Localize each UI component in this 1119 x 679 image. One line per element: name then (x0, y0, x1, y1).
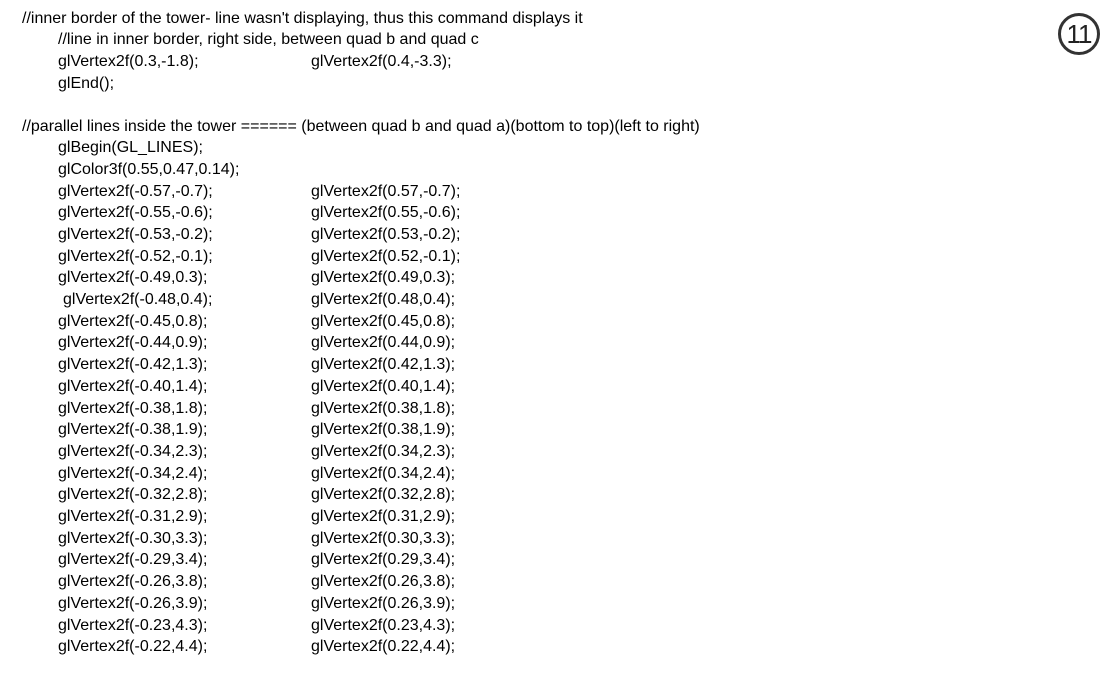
vertex-right: glVertex2f(0.32,2.8); (311, 486, 456, 503)
vertex-right: glVertex2f(0.38,1.9); (311, 421, 456, 438)
vertex-right: glVertex2f(0.52,-0.1); (311, 248, 461, 265)
vertex-left: glVertex2f(-0.55,-0.6); (58, 204, 213, 221)
vertex-left: glVertex2f(-0.26,3.8); (58, 573, 208, 590)
vertex-right: glVertex2f(0.34,2.3); (311, 443, 456, 460)
header-comment: //inner border of the tower- line wasn't displaying, thus this command displays it (22, 10, 583, 27)
vertex-right: glVertex2f(0.53,-0.2); (311, 226, 461, 243)
vertex-left: glVertex2f(-0.26,3.9); (58, 595, 208, 612)
vertex-right: glVertex2f(0.49,0.3); (311, 269, 456, 286)
vertex-left: glVertex2f(-0.48,0.4); (63, 291, 213, 308)
vertex-left: glVertex2f(-0.29,3.4); (58, 551, 208, 568)
sub-comment: //line in inner border, right side, between quad b and quad c (58, 31, 479, 48)
vertex-right: glVertex2f(0.42,1.3); (311, 356, 456, 373)
vertex-left: glVertex2f(-0.49,0.3); (58, 269, 208, 286)
vertex-left: glVertex2f(-0.22,4.4); (58, 638, 208, 655)
gl-begin: glBegin(GL_LINES); (58, 139, 203, 156)
vertex-left: glVertex2f(-0.40,1.4); (58, 378, 208, 395)
vertex-right: glVertex2f(0.29,3.4); (311, 551, 456, 568)
vertex-right: glVertex2f(0.44,0.9); (311, 334, 456, 351)
parallel-comment: //parallel lines inside the tower ====== (between quad b and quad a)(bottom to top)(left to right) (22, 118, 700, 135)
vertex-left: glVertex2f(-0.38,1.9); (58, 421, 208, 438)
gl-end: glEnd(); (58, 75, 115, 92)
vertex-right: glVertex2f(0.45,0.8); (311, 313, 456, 330)
vertex-left: glVertex2f(-0.53,-0.2); (58, 226, 213, 243)
vertex-left: glVertex2f(-0.44,0.9); (58, 334, 208, 351)
page-number-badge: 11 (1058, 13, 1100, 55)
vertex-left: glVertex2f(-0.52,-0.1); (58, 248, 213, 265)
vertex-right: glVertex2f(0.38,1.8); (311, 400, 456, 417)
first-vertex-left: glVertex2f(0.3,-1.8); (58, 53, 199, 70)
vertex-right: glVertex2f(0.55,-0.6); (311, 204, 461, 221)
vertex-right: glVertex2f(0.30,3.3); (311, 530, 456, 547)
vertex-right: glVertex2f(0.57,-0.7); (311, 183, 461, 200)
vertex-left: glVertex2f(-0.42,1.3); (58, 356, 208, 373)
vertex-left: glVertex2f(-0.32,2.8); (58, 486, 208, 503)
vertex-left: glVertex2f(-0.34,2.4); (58, 465, 208, 482)
vertex-left: glVertex2f(-0.38,1.8); (58, 400, 208, 417)
vertex-left: glVertex2f(-0.45,0.8); (58, 313, 208, 330)
vertex-left: glVertex2f(-0.30,3.3); (58, 530, 208, 547)
vertex-right: glVertex2f(0.26,3.9); (311, 595, 456, 612)
vertex-left: glVertex2f(-0.34,2.3); (58, 443, 208, 460)
vertex-right: glVertex2f(0.31,2.9); (311, 508, 456, 525)
first-vertex-right: glVertex2f(0.4,-3.3); (311, 53, 452, 70)
vertex-right: glVertex2f(0.23,4.3); (311, 617, 456, 634)
gl-color: glColor3f(0.55,0.47,0.14); (58, 161, 240, 178)
vertex-right: glVertex2f(0.22,4.4); (311, 638, 456, 655)
vertex-left: glVertex2f(-0.57,-0.7); (58, 183, 213, 200)
vertex-right: glVertex2f(0.40,1.4); (311, 378, 456, 395)
vertex-right: glVertex2f(0.26,3.8); (311, 573, 456, 590)
vertex-right: glVertex2f(0.34,2.4); (311, 465, 456, 482)
vertex-left: glVertex2f(-0.23,4.3); (58, 617, 208, 634)
vertex-right: glVertex2f(0.48,0.4); (311, 291, 456, 308)
vertex-left: glVertex2f(-0.31,2.9); (58, 508, 208, 525)
